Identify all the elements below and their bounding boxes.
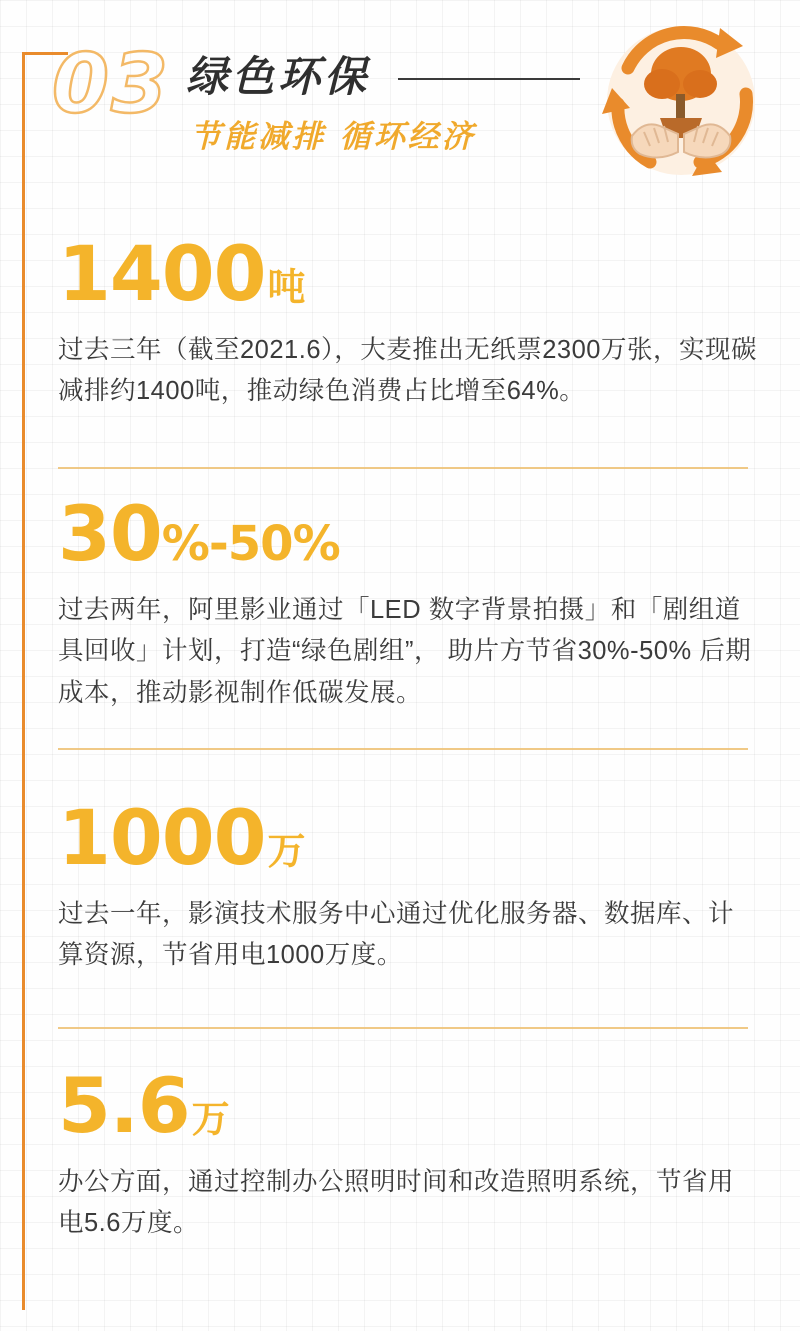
stat-number: 5.6 [58, 1061, 190, 1150]
page-header [0, 0, 800, 215]
stat-unit: %-50% [161, 516, 340, 572]
stat-number: 30 [58, 489, 162, 578]
stat-block [58, 1061, 758, 1245]
stat-value-row [58, 793, 758, 882]
stat-description: 办公方面，通过控制办公照明时间和改造照明系统，节省用电5.6万度。 [58, 1168, 735, 1238]
recycling-tree-hands-icon [588, 8, 774, 194]
stat-description: 过去一年，影演技术服务中心通过优化服务器、数据库、计算资源，节省用电1000万度。 [58, 900, 735, 970]
section-divider [58, 1027, 748, 1029]
stat-description: 过去三年（截至2021.6），大麦推出无纸票2300万张，实现碳减排约1400吨，推动绿色消费占比增至64%。 [58, 336, 757, 406]
stat-description: 过去两年，阿里影业通过「LED 数字背景拍摄」和「剧组道具回收」计划，打造“绿色剧组”， 助片方节省30%-50% 后期成本，推动影视制作低碳发展。 [58, 596, 752, 707]
stat-block [58, 229, 758, 413]
section-divider [58, 467, 748, 469]
section-divider [58, 748, 748, 750]
stat-value-row [58, 1061, 758, 1150]
section-number: 03 [52, 37, 171, 132]
stat-block [58, 793, 758, 977]
stat-unit: 万 [191, 1099, 230, 1141]
stat-number: 1400 [58, 229, 266, 318]
stat-number: 1000 [58, 793, 266, 882]
stat-block [58, 489, 758, 714]
left-vertical-rule [22, 52, 25, 1310]
title-underline [398, 78, 580, 80]
stat-value-row [58, 489, 758, 578]
stat-value-row [58, 229, 758, 318]
page-subtitle: 节能减排 循环经济 [190, 119, 476, 155]
page-title: 绿色环保 [186, 52, 371, 101]
stat-unit: 吨 [267, 267, 306, 309]
stat-unit: 万 [267, 831, 306, 873]
